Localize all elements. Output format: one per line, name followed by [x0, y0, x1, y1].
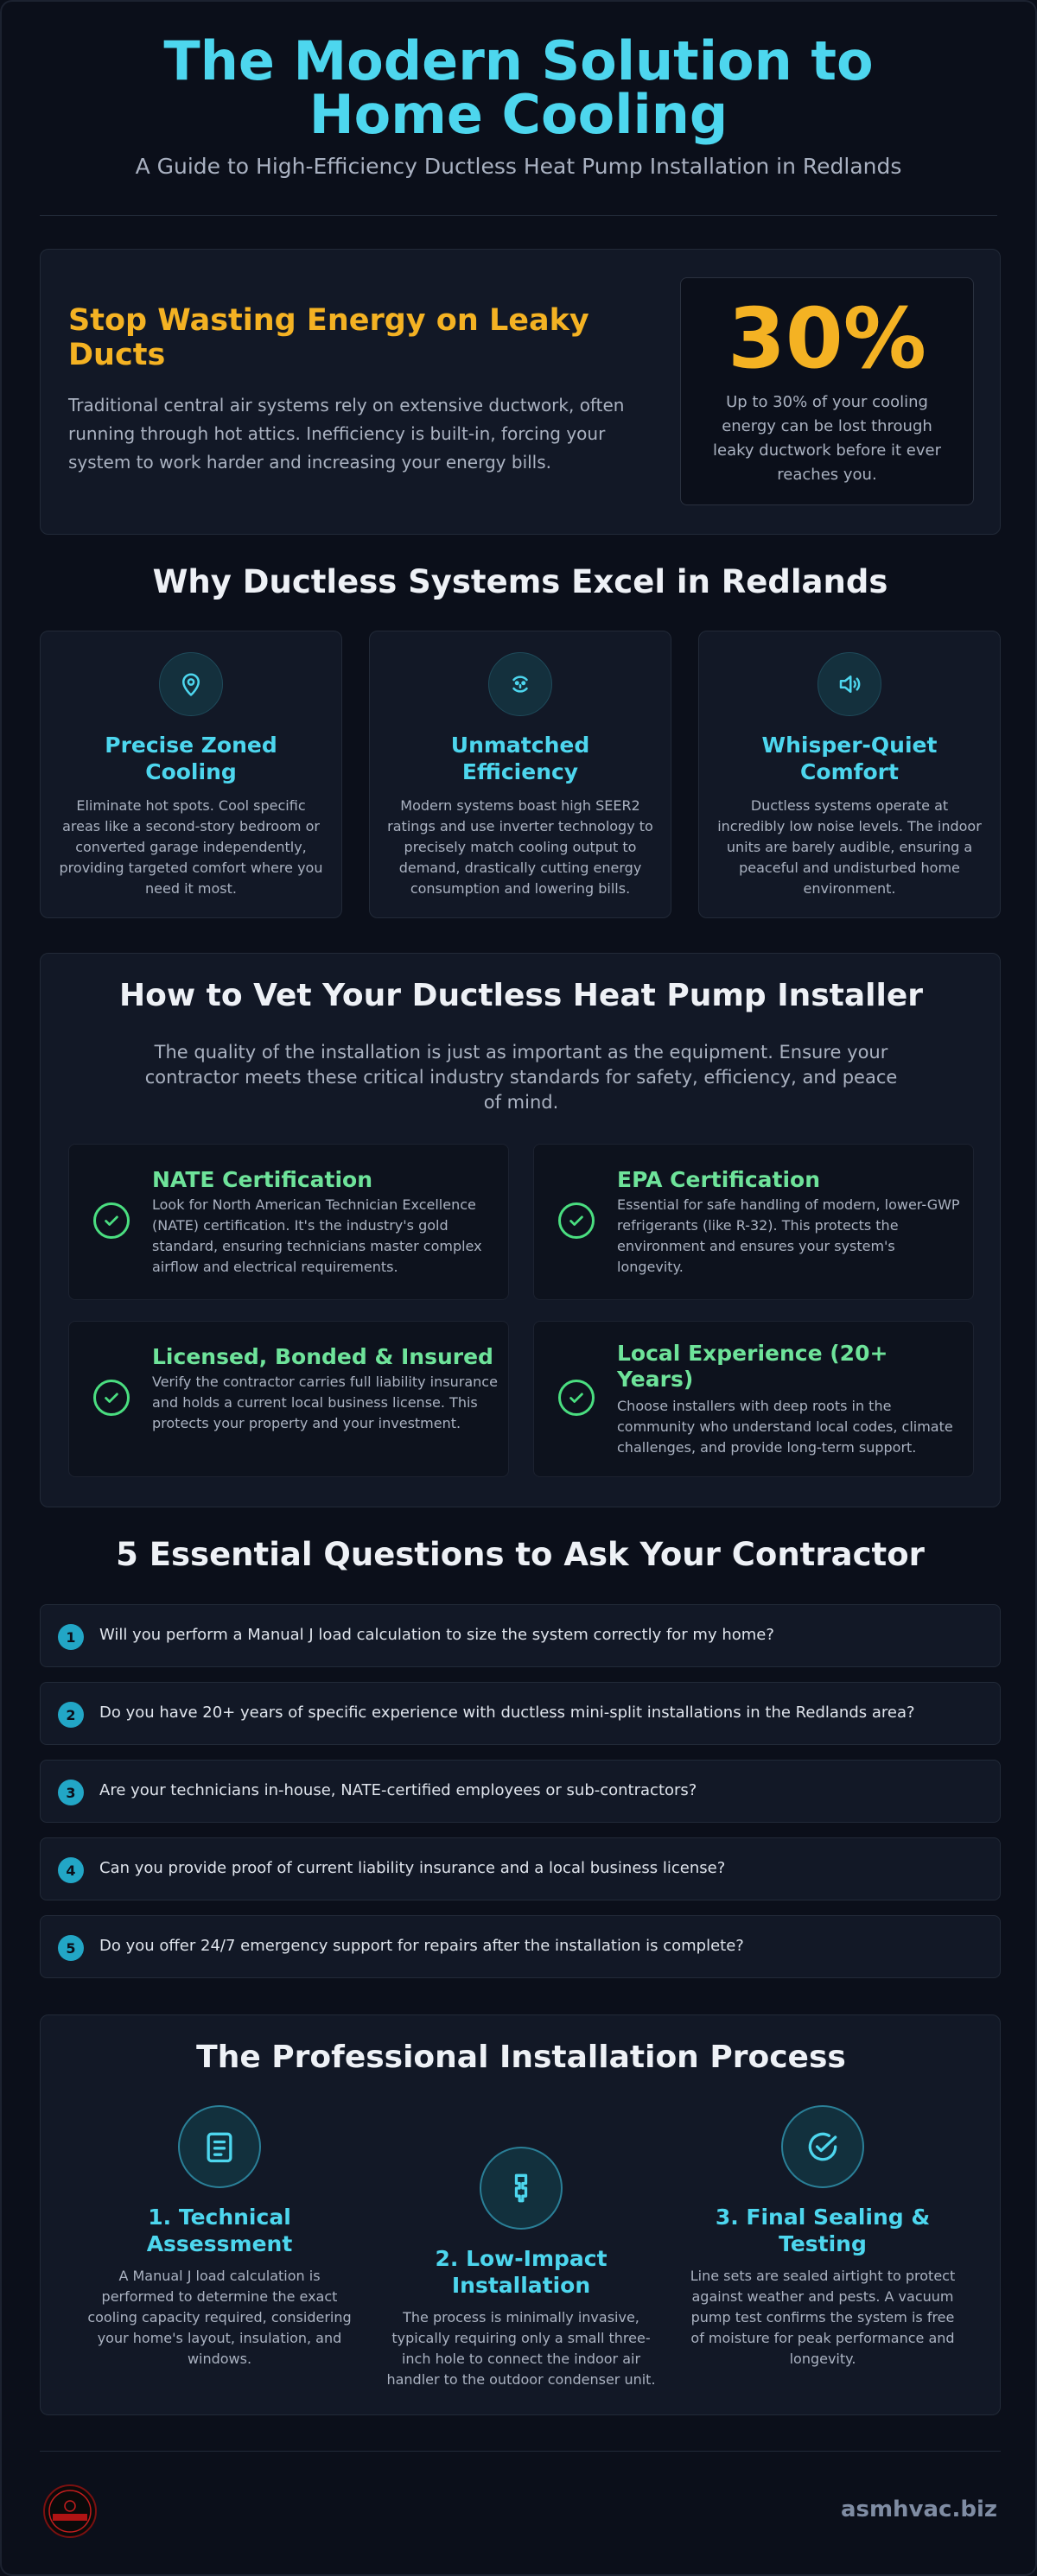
feature-title: Precise Zoned Cooling	[105, 733, 277, 784]
step-title: 3. Final Sealing & Testing	[715, 2205, 931, 2256]
cert-card-epa	[533, 1144, 974, 1300]
question-text: Can you provide proof of current liability insurance and a local business license?	[99, 1859, 726, 1877]
cert-text: Essential for safe handling of modern, lower-GWP refrigerants (like R-32). This protects the environment and ensures your system's longevity.	[617, 1196, 960, 1275]
question-item	[40, 1682, 1001, 1745]
check-circle-icon	[781, 2105, 864, 2188]
stat-box	[680, 277, 974, 505]
drill-icon	[480, 2147, 563, 2230]
step-text: Line sets are sealed airtight to protect against weather and pests. A vacuum pump test confirms the system is free of moisture for peak performance and longevity.	[690, 2268, 956, 2367]
question-item	[40, 1760, 1001, 1823]
cert-title: Licensed, Bonded & Insured	[152, 1344, 493, 1369]
energy-loss-card	[40, 249, 1001, 535]
check-icon	[558, 1380, 595, 1416]
step-title: 1. Technical Assessment	[146, 2205, 293, 2256]
stat-value: 30%	[728, 290, 926, 387]
energy-loss-heading: Stop Wasting Energy on Leaky Ducts	[68, 303, 589, 372]
question-text: Do you have 20+ years of specific experience with ductless mini-split installations in the Redlands area?	[99, 1704, 915, 1722]
step-text: A Manual J load calculation is performed to determine the exact cooling capacity required, considering your home's layout, insulation, and windows.	[87, 2268, 352, 2367]
feature-card-zoned	[40, 631, 342, 918]
question-number: 1	[58, 1624, 84, 1650]
company-logo[interactable]	[43, 2484, 97, 2538]
question-number: 2	[58, 1702, 84, 1728]
cert-text: Choose installers with deep roots in the community who understand local codes, climate challenges, and provide long-term support.	[617, 1398, 953, 1456]
cert-card-local	[533, 1321, 974, 1477]
feature-text: Ductless systems operate at incredibly low noise levels. The indoor units are barely audible, ensuring a peaceful and undisturbed home environment.	[717, 797, 982, 897]
why-section-title: Why Ductless Systems Excel in Redlands	[152, 563, 888, 600]
vet-installer-section	[40, 953, 1001, 1507]
installation-process-section	[40, 2014, 1001, 2415]
page-subtitle: A Guide to High-Efficiency Ductless Heat Pump Installation in Redlands	[135, 154, 902, 179]
feature-card-efficiency	[369, 631, 671, 918]
process-section-title: The Professional Installation Process	[196, 2040, 846, 2075]
cert-title: Local Experience (20+ Years)	[617, 1341, 888, 1392]
question-text: Are your technicians in-house, NATE-certified employees or sub-contractors?	[99, 1781, 697, 1799]
efficiency-icon	[488, 652, 552, 716]
check-icon	[93, 1380, 130, 1416]
question-item	[40, 1604, 1001, 1667]
cert-title: NATE Certification	[152, 1167, 373, 1192]
cert-card-nate	[68, 1144, 509, 1300]
website-link[interactable]: asmhvac.biz	[840, 2497, 997, 2522]
question-number: 5	[58, 1935, 84, 1961]
feature-title: Whisper-Quiet Comfort	[761, 733, 938, 784]
process-step-installation	[379, 2147, 664, 2390]
question-item	[40, 1837, 1001, 1900]
clipboard-icon	[178, 2105, 261, 2188]
header-divider	[40, 215, 997, 216]
cert-text: Look for North American Technician Excellence (NATE) certification. It's the industry's gold standard, ensuring technicians master complex airflow and electrical requirements.	[152, 1196, 482, 1275]
feature-title: Unmatched Efficiency	[450, 733, 590, 784]
feature-text: Modern systems boast high SEER2 ratings and use inverter technology to precisely match cooling output to demand, drastically cutting energy consumption and lowering bills.	[387, 797, 653, 897]
question-item	[40, 1915, 1001, 1978]
process-step-assessment	[77, 2105, 362, 2370]
questions-section-title: 5 Essential Questions to Ask Your Contractor	[116, 1536, 925, 1573]
cert-text: Verify the contractor carries full liability insurance and holds a current local business license. This protects your property and your investment.	[152, 1374, 498, 1431]
process-step-testing	[680, 2105, 965, 2370]
feature-card-quiet	[698, 631, 1001, 918]
check-icon	[93, 1202, 130, 1239]
energy-loss-text: Traditional central air systems rely on extensive ductwork, often running through hot attics. Inefficiency is built-in, forcing your system to work harder and increasing your energy bills.	[68, 395, 625, 473]
page-header	[2, 2, 1035, 179]
footer-divider	[40, 2451, 1001, 2452]
vet-section-title: How to Vet Your Ductless Heat Pump Installer	[118, 978, 923, 1013]
step-text: The process is minimally invasive, typically requiring only a small three-inch hole to connect the indoor air handler to the outdoor condenser unit.	[386, 2309, 656, 2388]
cert-title: EPA Certification	[617, 1167, 821, 1192]
map-pin-icon	[159, 652, 223, 716]
question-number: 4	[58, 1857, 84, 1883]
cert-card-licensed	[68, 1321, 509, 1477]
question-text: Will you perform a Manual J load calculation to size the system correctly for my home?	[99, 1626, 774, 1644]
stat-text: Up to 30% of your cooling energy can be lost through leaky ductwork before it ever reaches you.	[713, 393, 941, 484]
speaker-icon	[818, 652, 881, 716]
question-number: 3	[58, 1780, 84, 1805]
question-text: Do you offer 24/7 emergency support for repairs after the installation is complete?	[99, 1937, 744, 1955]
page-title: The Modern Solution to Home Cooling	[163, 29, 874, 146]
check-icon	[558, 1202, 595, 1239]
vet-intro: The quality of the installation is just as important as the equipment. Ensure your contractor meets these critical industry standards for safety, efficiency, and peace of mind.	[144, 1042, 898, 1113]
step-title: 2. Low-Impact Installation	[435, 2246, 608, 2298]
feature-text: Eliminate hot spots. Cool specific areas like a second-story bedroom or converted garage independently, providing targeted comfort where you need it most.	[59, 797, 323, 897]
